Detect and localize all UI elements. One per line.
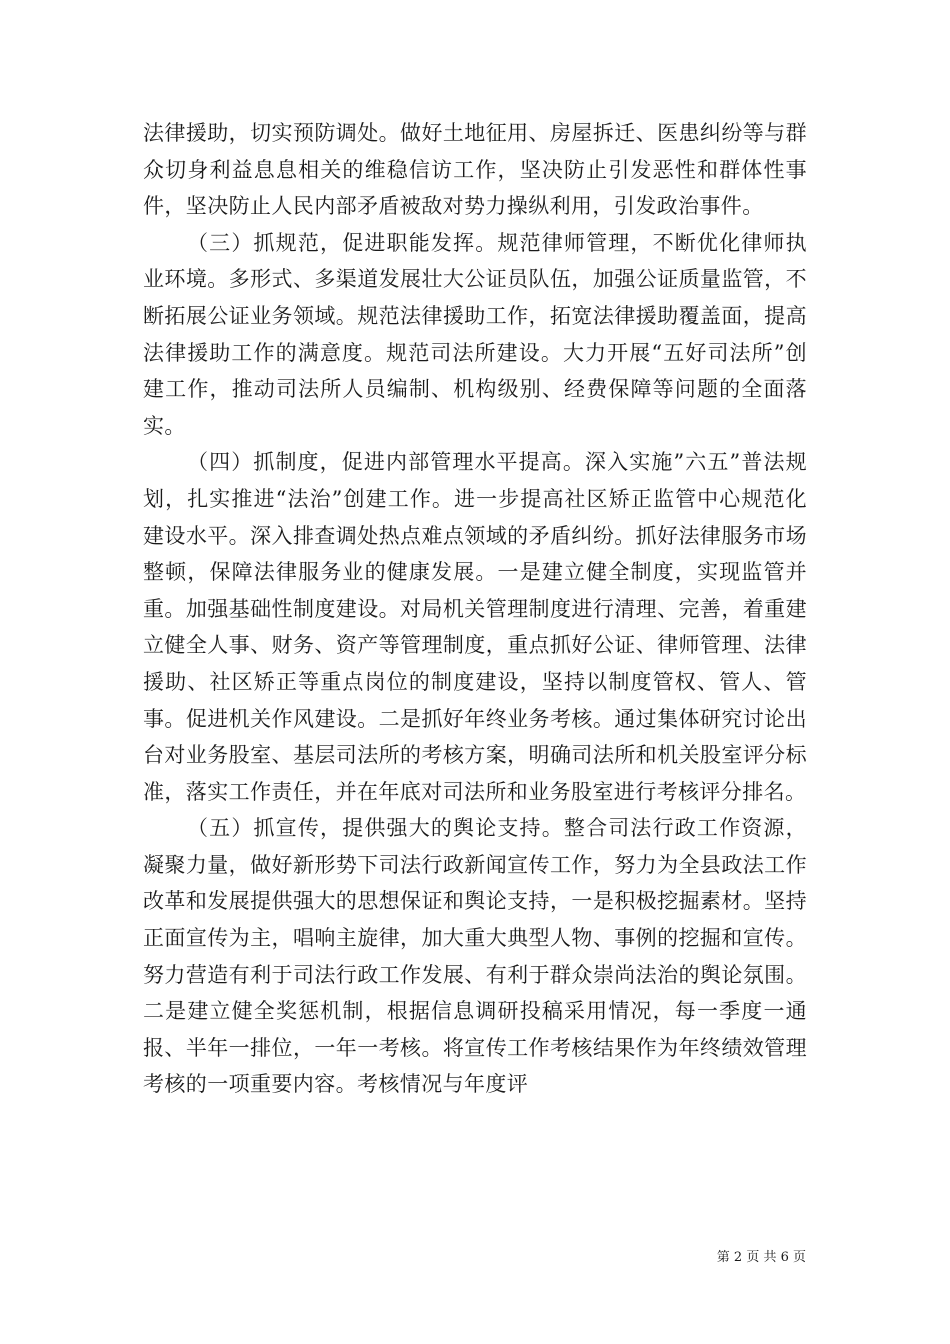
page-number-footer: 第 2 页 共 6 页 [716,1250,806,1265]
paragraph-section-4: （四）抓制度，促进内部管理水平提高。深入实施”六五”普法规划，扎实推进“法治”创建工作。进一步提高社区矫正监管中心规范化建设水平。深入排查调处热点难点领域的矛盾纠纷。抓好法律服务市场整顿，保障法律服务业的健康发展。一是建立健全制度，实现监管并重。加强基础性制度建设。对局机关管理制度进行清理、完善，着重建立健全人事、财务、资产等管理制度，重点抓好公证、律师管理、法律援助、社区矫正等重点岗位的制度建设，坚持以制度管权、管人、管事。促进机关作风建设。二是抓好年终业务考核。通过集体研究讨论出台对业务股室、基层司法所的考核方案，明确司法所和机关股室评分标准，落实工作责任，并在年底对司法所和业务股室进行考核评分排名。 [143,450,807,804]
document-body [143,115,807,1103]
paragraph-continuation: 法律援助，切实预防调处。做好土地征用、房屋拆迁、医患纠纷等与群众切身利益息息相关的维稳信访工作，坚决防止引发恶性和群体性事件，坚决防止人民内部矛盾被敌对势力操纵利用，引发政治事件。 [143,121,807,219]
paragraph-section-5: （五）抓宣传，提供强大的舆论支持。整合司法行政工作资源，凝聚力量，做好新形势下司法行政新闻宣传工作，努力为全县政法工作改革和发展提供强大的思想保证和舆论支持，一是积极挖掘素材。坚持正面宣传为主，唱响主旋律，加大重大典型人物、事例的挖掘和宣传。努力营造有利于司法行政工作发展、有利于群众崇尚法治的舆论氛围。二是建立健全奖惩机制，根据信息调研投稿采用情况，每一季度一通报、半年一排位，一年一考核。将宣传工作考核结果作为年终绩效管理考核的一项重要内容。考核情况与年度评 [143,816,807,1097]
paragraph-section-3: （三）抓规范，促进职能发挥。规范律师管理，不断优化律师执业环境。多形式、多渠道发展壮大公证员队伍，加强公证质量监管，不断拓展公证业务领域。规范法律援助工作，拓宽法律援助覆盖面，提高法律援助工作的满意度。规范司法所建设。大力开展“五好司法所”创建工作，推动司法所人员编制、机构级别、经费保障等问题的全面落实。 [143,230,807,438]
